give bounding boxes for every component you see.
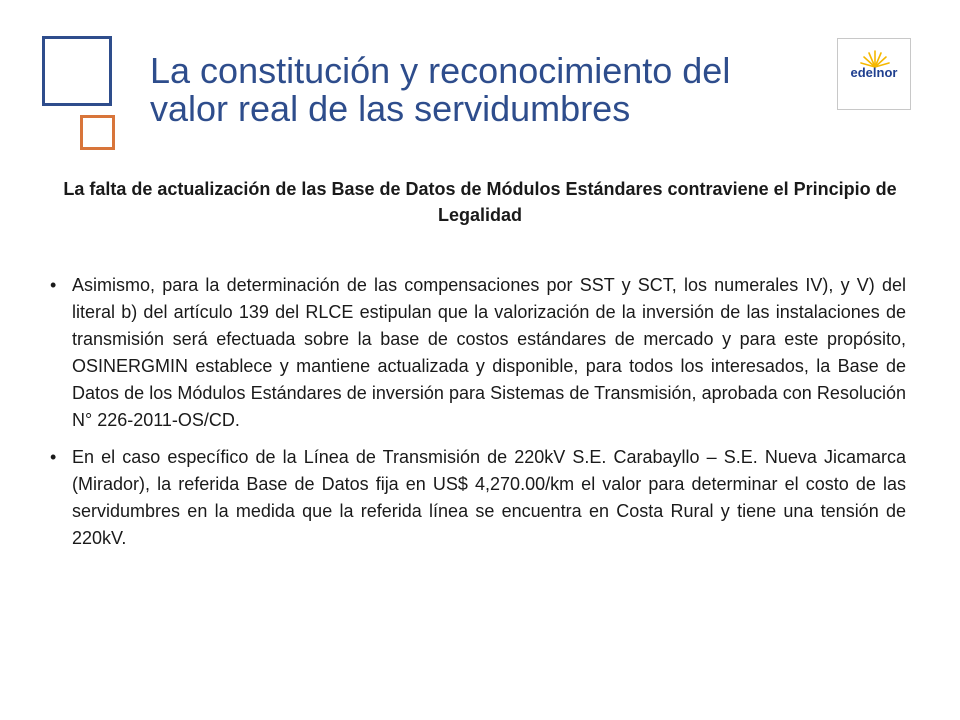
section-subtitle: La falta de actualización de las Base de Datos de Módulos Estándares contraviene el Principio de Legalidad <box>63 179 897 225</box>
decorative-square-small <box>80 115 115 150</box>
bullet-text: En el caso específico de la Línea de Transmisión de 220kV S.E. Carabayllo – S.E. Nueva Jicamarca (Mirador), la referida Base de Datos fija en US$ 4,270.00/km el valor para determinar el costo de las servidumbres en la medida que la referida línea se encuentra en Costa Rural y tiene una tensión de 220kV. <box>72 447 906 548</box>
bullet-list <box>50 272 906 562</box>
edelnor-logo <box>837 38 911 110</box>
logo-wordmark: edelnor <box>850 65 898 80</box>
bullet-item <box>50 272 906 434</box>
bullet-item <box>50 444 906 552</box>
decorative-square-large <box>42 36 112 106</box>
bullet-text: Asimismo, para la determinación de las compensaciones por SST y SCT, los numerales IV), y V) del literal b) del artículo 139 del RLCE estipulan que la valorización de la inversión de las instalaciones de transmisión será efectuada sobre la base de costos estándares de mercado y para este propósito, OSINERGMIN establece y mantiene actualizada y disponible, para todos los interesados, la Base de Datos de los Módulos Estándares de inversión para Sistemas de Transmisión, aprobada con Resolución N° 226-2011-OS/CD. <box>72 275 906 430</box>
bullet-marker: • <box>50 275 57 295</box>
bullet-marker: • <box>50 447 57 467</box>
slide-title: La constitución y reconocimiento del valor real de las servidumbres <box>150 50 731 129</box>
